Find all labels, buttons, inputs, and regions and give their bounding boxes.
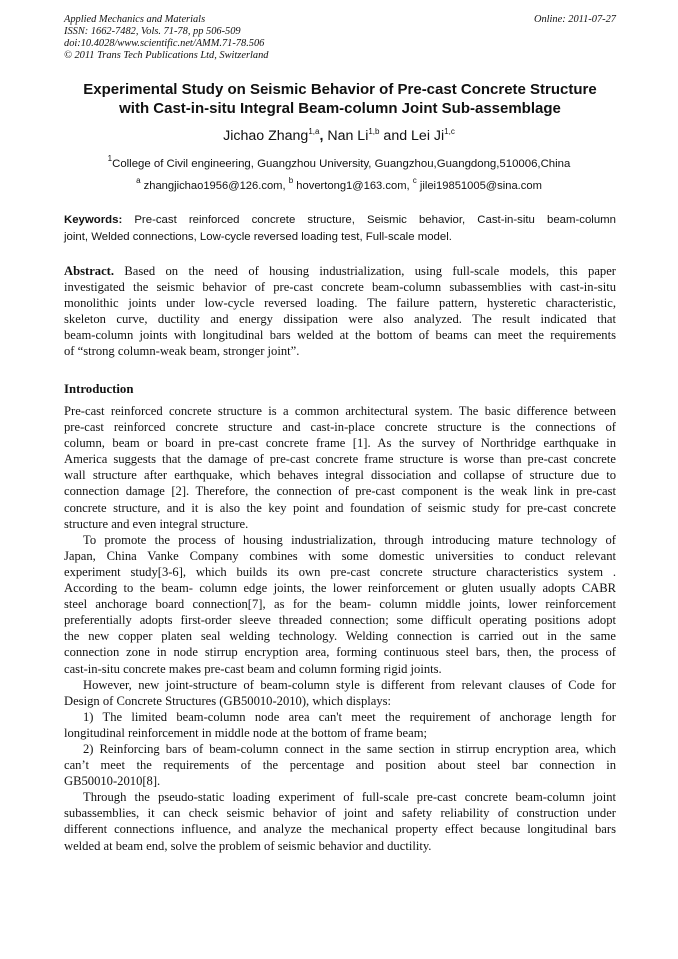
author-affiliation-mark: 1,b [368, 127, 380, 136]
title-line-1: Experimental Study on Seismic Behavior of Pre-cast Concrete Structure [83, 81, 597, 98]
paragraph-line: wall structure after earthquake, which behaves integral dissociation and collapse of structure due to [64, 468, 616, 483]
abstract [64, 263, 616, 360]
affiliation-mark: 1 [107, 154, 113, 163]
paragraph-line: column, beam or board in pre-cast concrete frame [1]. As the survey of Northridge earthquake in [64, 436, 616, 451]
paragraph-line: the new copper platen seal welding technology. Welding connection is carried out in the same [64, 629, 616, 644]
author-name: Nan Li [327, 128, 369, 144]
abstract-line: monolithic joints under low-cycle reversed loading. The failure pattern, hysteretic characteristic, [64, 296, 616, 311]
email-link[interactable]: jilei19851005@sina.com [416, 180, 542, 192]
paragraph-line: different connections influence, and analyze the mechanical property effect because longitudinal bars [64, 822, 616, 837]
paragraph-line: subassemblies, it can check seismic behavior of joint and safety reliability of construction under [64, 806, 616, 821]
paragraph-line: However, new joint-structure of beam-column style is different from relevant clauses of Code for [83, 677, 616, 692]
author-separator: , [319, 128, 328, 144]
paragraph-line: America suggests that the damage of pre-cast concrete frame structure is worse than pre-cast concrete [64, 452, 616, 467]
paragraph-line: Pre-cast reinforced concrete structure is a common architectural system. The basic difference between [64, 404, 616, 418]
paragraph-line: can’t meet the requirements of the percentage and position about steel bar connection in [64, 758, 616, 773]
paragraph-line: 1) The limited beam-column node area can't meet the requirement of anchorage length for [83, 709, 616, 724]
email-link[interactable]: hovertong1@163.com, [293, 180, 413, 192]
paragraph-line: experiment study[3-6], which builds its own pre-cast concrete structure characteristics system . [64, 564, 616, 579]
paragraph-line: Through the pseudo-static loading experiment of full-scale pre-cast concrete beam-column joint [83, 790, 616, 805]
paragraph-line: Design of Concrete Structures (GB50010-2010), which displays: [64, 693, 392, 708]
keywords-label: Keywords: [64, 214, 123, 226]
paragraph-line: longitudinal reinforcement in middle node at the bottom of frame beam; [64, 725, 428, 740]
paragraph-line: pre-cast reinforced concrete structure and cast-in-place concrete structure is the connections of [64, 420, 616, 435]
doi-line: doi:10.4028/www.scientific.net/AMM.71-78.506 [64, 38, 265, 49]
paragraph-line: Japan, China Vanke Company combines with some domestic universities to conduct relevant [64, 548, 616, 563]
abstract-line: skeleton curve, ductility and energy dissipation were also analyzed. The result indicated that [64, 312, 616, 327]
paper-title [52, 80, 628, 118]
email-mark: a [136, 176, 141, 185]
introduction-body [64, 403, 616, 854]
journal-header [64, 14, 616, 62]
copyright-line: © 2011 Trans Tech Publications Ltd, Switzerland [64, 50, 269, 61]
affiliation-text: College of Civil engineering, Guangzhou University, Guangzhou,Guangdong,510006,China [112, 158, 571, 170]
author-affiliation-mark: 1,a [308, 127, 320, 136]
paragraph-line: GB50010-2010[8]. [64, 774, 161, 789]
online-date: Online: 2011-07-27 [533, 14, 616, 25]
abstract-line: beam-column joints with longitudinal bars welded at the bottom of beams can meet the requirements [64, 328, 616, 343]
email-link[interactable]: zhangjichao1956@126.com, [140, 180, 289, 192]
paragraph-line: structure and even integral structure. [64, 516, 249, 531]
abstract-line: investigated the seismic behavior of pre-cast concrete beam-column subassemblies with cast-in-situ [64, 280, 616, 295]
author-conjunction: and [379, 128, 412, 144]
paragraph-line: 2) Reinforcing bars of beam-column connect in the same section in stirrup encryption area, which [83, 741, 616, 756]
affiliation [0, 154, 678, 170]
paragraph-line: According to the beam- column edge joints, the lower reinforcement or gluten usually adopts CABR [64, 581, 616, 596]
email-mark: c [412, 176, 417, 185]
abstract-label: Abstract. [64, 264, 115, 278]
paragraph-line: steel anchorage board connection[7], as for the beam- column middle joints, lower reinforcement [64, 597, 616, 612]
keywords-text: joint, Welded connections, Low-cycle reversed loading test, Full-scale model. [64, 231, 452, 243]
author-emails [0, 176, 678, 192]
paragraph-line: preferentially adopts first-order sleeve threaded connection; some difficult operating positions adopt [64, 613, 616, 628]
paragraph-line: cast-in-situ concrete makes pre-cast beam and column forming rigid joints. [64, 661, 442, 676]
journal-name: Applied Mechanics and Materials [64, 14, 206, 25]
paragraph-line: connection zone in node stirrup encryption area, forming continuous steel bars, then, the process of [64, 645, 616, 660]
paragraph-line: welded at beam end, solve the problem of seismic behavior and ductility. [64, 838, 432, 853]
author-name: Jichao Zhang [223, 128, 309, 144]
author-list [0, 128, 678, 144]
email-mark: b [288, 176, 294, 185]
section-heading-introduction: Introduction [64, 382, 134, 396]
abstract-text: Based on the need of housing industrialization, using full-scale models, this paper [114, 264, 616, 278]
author-name: Lei Ji [411, 128, 445, 144]
title-line-2: with Cast-in-situ Integral Beam-column Joint Sub-assemblage [119, 100, 561, 117]
paragraph-line: connection damage [2]. Therefore, the connection of pre-cast component is the weak link in pre-cast [64, 484, 616, 499]
issn-line: ISSN: 1662-7482, Vols. 71-78, pp 506-509 [64, 26, 241, 37]
paragraph-line: To promote the process of housing industrialization, through introducing mature technology of [83, 532, 616, 547]
abstract-line: of “strong column-weak beam, stronger joint”. [64, 344, 300, 359]
keywords [64, 212, 616, 246]
keywords-text: Pre-cast reinforced concrete structure, Seismic behavior, Cast-in-situ beam-column [122, 214, 616, 226]
paragraph-line: concrete structure, and it is also the key point and foundation of seismic study for pre-cast concrete [64, 500, 616, 515]
author-affiliation-mark: 1,c [444, 127, 455, 136]
